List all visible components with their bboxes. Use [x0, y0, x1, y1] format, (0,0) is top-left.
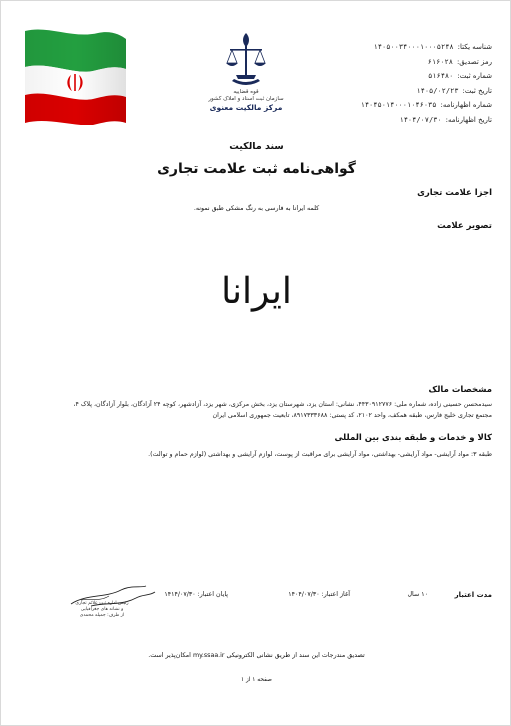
- meta-label: تاریخ اظهارنامه:: [445, 115, 492, 124]
- signature-line3: از طرف: جمیله محمدی: [79, 613, 125, 618]
- meta-value: ۱۴۰۵۰۰۳۴۰۰۰۱۰۰۰۵۲۴۸: [373, 43, 454, 51]
- certificate-meta: [322, 40, 492, 127]
- signature-line2: و نشانه های جغرافیایی: [80, 607, 124, 612]
- meta-value: ۱۴۰۵/۰۲/۲۳: [416, 86, 459, 95]
- document-title: گواهی‌نامه ثبت علامت تجاری: [157, 161, 356, 177]
- meta-row: [322, 40, 492, 55]
- judiciary-emblem: [206, 31, 286, 126]
- meta-value: ۱۴۰۴/۰۷/۳۰: [399, 115, 442, 124]
- classes-heading: کالا و خدمات و طبقه بندی بین المللی: [334, 433, 492, 443]
- validity-start: آغاز اعتبار: ۱۴۰۴/۰۷/۳۰: [288, 591, 350, 598]
- mark-parts-heading: اجزا علامت تجاری: [417, 188, 492, 198]
- emblem-line2: سازمان ثبت اسناد و املاک کشور: [208, 96, 284, 102]
- mark-image-heading: تصویر علامت: [437, 221, 492, 231]
- meta-value: ۶۱۶۰۲۸: [427, 57, 453, 66]
- owner-line2: مجتمع تجاری خلیج فارس، طبقه همکف، واحد ۲۱۰۲، کد پستی: ۸۹۱۷۳۳۳۶۸۸، تابعیت جمهوری اسلامی ایران: [212, 412, 492, 419]
- validity-end: پایان اعتبار: ۱۴۱۴/۰۷/۳۰: [164, 591, 228, 598]
- scales-of-justice-icon: [224, 31, 268, 89]
- owner-line1: سیدمحسن حسینی زاده، شماره ملی: ۴۴۳۰۹۱۲۷۷۶، نشانی: استان یزد، شهرستان یزد، بخش مرکزی، شهر یزد، آزادشهر، کوچه ۲۴ آزادگان، بلوار آزادگان، پلاک ۴،: [73, 401, 492, 408]
- meta-row: [322, 69, 492, 84]
- meta-label: شماره اظهارنامه:: [440, 101, 492, 109]
- validity-duration: ۱۰ سال: [407, 591, 428, 598]
- owner-heading: مشخصات مالک: [428, 385, 492, 395]
- page-number: صفحه ۱ از ۱: [241, 677, 272, 683]
- meta-row: [322, 84, 492, 99]
- signature-line1: رئیس اداره ثبت علائم تجاری: [75, 601, 129, 606]
- meta-label: رمز تصدیق:: [456, 57, 492, 66]
- meta-value: ۱۴۰۴۵۰۱۴۰۰۰۱۰۴۶۰۳۵: [360, 101, 437, 109]
- emblem-line1: قوه قضاییه: [233, 89, 259, 95]
- meta-label: تاریخ ثبت:: [462, 86, 492, 95]
- mark-image-word: ایرانا: [221, 271, 292, 312]
- meta-row: [322, 55, 492, 70]
- meta-value: ۵۱۶۴۸۰: [428, 72, 454, 80]
- owner-details: [22, 399, 492, 421]
- validity-label: مدت اعتبار: [454, 591, 492, 599]
- meta-label: شناسه یکتا:: [457, 43, 492, 51]
- meta-label: شماره ثبت:: [457, 72, 492, 80]
- emblem-title: مرکز مالکیت معنوی: [209, 103, 283, 112]
- meta-row: [322, 98, 492, 113]
- mark-parts-description: کلمه ایرانا به فارسی به رنگ مشکی طبق نمونه.: [193, 205, 320, 212]
- signature-caption: [57, 601, 147, 619]
- meta-row: [322, 113, 492, 128]
- verification-note: تصدیق مندرجات این سند از طریق نشانی الکترونیکی my.ssaa.ir امکان‌پذیر است.: [148, 652, 365, 659]
- document-type: سند مالکیت: [229, 141, 284, 152]
- iran-flag-icon: [23, 25, 128, 125]
- classes-line1: طبقه ۳: مواد آرایشی- مواد آرایشی- بهداشتی، مواد آرایشی برای مراقبت از پوست، لوازم آرایشی و بهداشتی (لوازم حمام و توالت).: [148, 451, 492, 458]
